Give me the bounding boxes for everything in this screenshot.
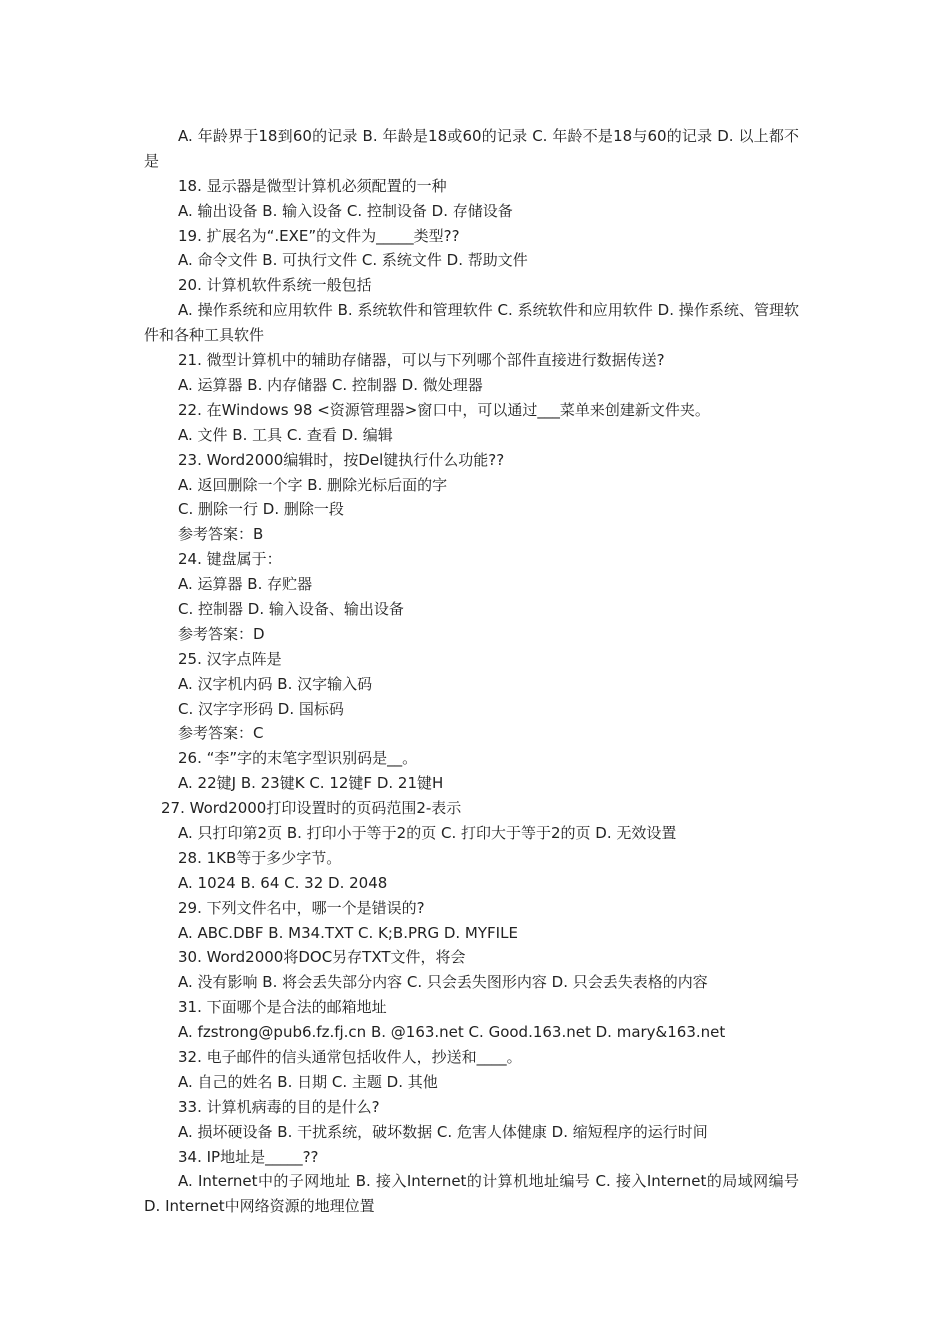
q21-question: 21. 微型计算机中的辅助存储器，可以与下列哪个部件直接进行数据传送? <box>178 351 665 370</box>
q18-options: A. 输出设备 B. 输入设备 C. 控制设备 D. 存储设备 <box>178 201 513 220</box>
q34-question: 34. IP地址是_____?? <box>178 1147 319 1166</box>
q23-options-ab: A. 返回删除一个字 B. 删除光标后面的字 <box>178 475 448 494</box>
q23-answer: 参考答案：B <box>178 525 264 544</box>
q19-options: A. 命令文件 B. 可执行文件 C. 系统文件 D. 帮助文件 <box>178 251 528 270</box>
q27-options: A. 只打印第2页 B. 打印小于等于2的页 C. 打印大于等于2的页 D. 无效设置 <box>178 824 677 842</box>
q24-options-cd: C. 控制器 D. 输入设备、输出设备 <box>178 599 404 618</box>
q32-question: 32. 电子邮件的信头通常包括收件人，抄送和____。 <box>178 1048 522 1067</box>
q17-options: A. 年龄界于18到60的记录 B. 年龄是18或60的记录 C. 年龄不是18与60的记录 D. 以上都不是 <box>144 127 799 170</box>
q30-question: 30. Word2000将DOC另存TXT文件，将会 <box>178 948 466 967</box>
q25-options-ab: A. 汉字机内码 B. 汉字输入码 <box>178 674 373 693</box>
q22-options: A. 文件 B. 工具 C. 查看 D. 编辑 <box>178 425 393 444</box>
q25-question: 25. 汉字点阵是 <box>178 649 282 668</box>
q25-answer: 参考答案：C <box>178 724 264 743</box>
q28-question: 28. 1KB等于多少字节。 <box>178 848 342 867</box>
q23-options-cd: C. 删除一行 D. 删除一段 <box>178 500 344 519</box>
q29-options: A. ABC.DBF B. M34.TXT C. K;B.PRG D. MYFILE <box>178 923 518 942</box>
q34-options: A. Internet中的子网地址 B. 接入Internet的计算机地址编号 C. 接入Internet的局域网编号 D. Internet中网络资源的地理位置 <box>144 1172 799 1216</box>
q21-options: A. 运算器 B. 内存储器 C. 控制器 D. 微处理器 <box>178 375 483 394</box>
q22-question: 22. 在Windows 98 <资源管理器>窗口中，可以通过___菜单来创建新文件夹。 <box>178 400 710 419</box>
q26-options: A. 22键J B. 23键K C. 12键F D. 21键H <box>178 774 444 793</box>
q33-options: A. 损坏硬设备 B. 干扰系统，破坏数据 C. 危害人体健康 D. 缩短程序的运行时间 <box>178 1122 708 1141</box>
q18-question: 18. 显示器是微型计算机必须配置的一种 <box>178 176 447 195</box>
q29-question: 29. 下列文件名中，哪一个是错误的? <box>178 898 425 917</box>
q27-question: 27. Word2000打印设置时的页码范围2-表示 <box>161 799 462 818</box>
q19-question: 19. 扩展名为“.EXE”的文件为_____类型?? <box>178 226 460 245</box>
q26-question: 26. “李”字的末笔字型识别码是__。 <box>178 749 418 768</box>
q20-question: 20. 计算机软件系统一般包括 <box>178 276 372 295</box>
q31-options: A. fzstrong@pub6.fz.fj.cn B. @163.net C. Good.163.net D. mary&163.net <box>178 1023 726 1042</box>
question-text-body <box>144 124 799 1219</box>
q28-options: A. 1024 B. 64 C. 32 D. 2048 <box>178 873 388 892</box>
q32-options: A. 自己的姓名 B. 日期 C. 主题 D. 其他 <box>178 1072 438 1091</box>
q23-question: 23. Word2000编辑时，按Del键执行什么功能?? <box>178 450 505 469</box>
q31-question: 31. 下面哪个是合法的邮箱地址 <box>178 998 387 1017</box>
q25-options-cd: C. 汉字字形码 D. 国标码 <box>178 699 344 718</box>
q24-options-ab: A. 运算器 B. 存贮器 <box>178 575 313 594</box>
q33-question: 33. 计算机病毒的目的是什么? <box>178 1097 380 1116</box>
q30-options: A. 没有影响 B. 将会丢失部分内容 C. 只会丢失图形内容 D. 只会丢失表格的内容 <box>178 973 708 992</box>
q24-question: 24. 键盘属于： <box>178 550 282 569</box>
q20-options: A. 操作系统和应用软件 B. 系统软件和管理软件 C. 系统软件和应用软件 D. 操作系统、管理软件和各种工具软件 <box>144 301 799 345</box>
q24-answer: 参考答案：D <box>178 624 265 643</box>
